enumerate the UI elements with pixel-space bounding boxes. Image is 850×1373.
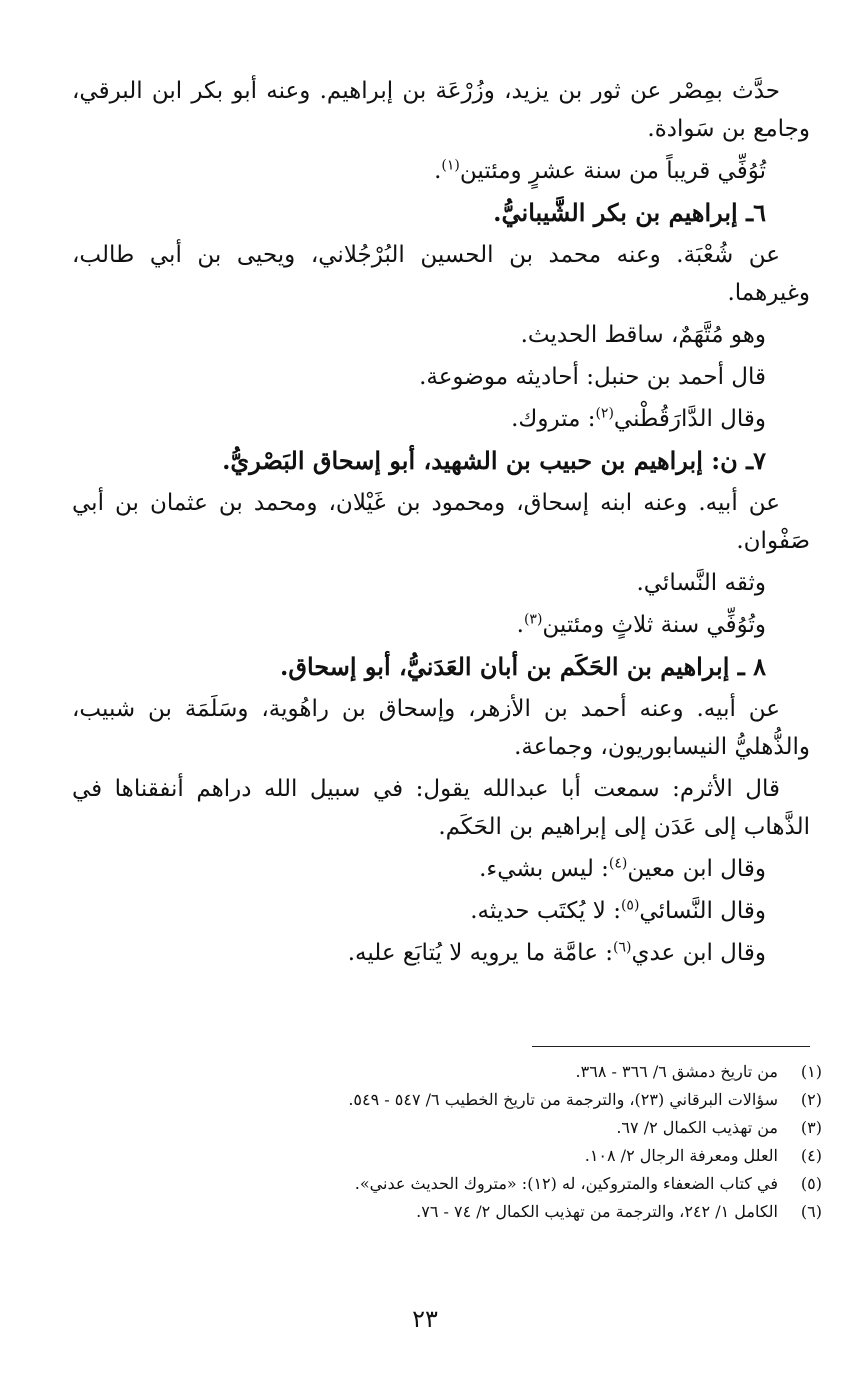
- footnote-reference[interactable]: (٤): [608, 855, 628, 872]
- paragraph-text: تُوُفِّي قريباً من سنة عشرٍ ومئتين: [459, 158, 766, 184]
- footnote-item: [60, 1086, 822, 1114]
- footnote-divider: [532, 1046, 810, 1047]
- footnote-reference[interactable]: (٥): [620, 897, 640, 914]
- footnote-item: [60, 1058, 822, 1086]
- footnote-item: [60, 1114, 822, 1142]
- footnote-item: [60, 1198, 822, 1226]
- paragraph-text: قال الأثرم: سمعت أبا عبدالله يقول: في سبيل الله دراهم أنفقناها في الذَّهاب إلى عَدَن إلى إبراهيم بن الحَكَم.: [72, 776, 810, 840]
- paragraph-narration: [72, 484, 810, 560]
- paragraph-text: وتُوُفِّي سنة ثلاثٍ ومئتين: [542, 612, 766, 638]
- footnote-number: (٤): [800, 1146, 822, 1165]
- paragraph-text: : لا يُكتَب حديثه.: [470, 898, 621, 924]
- main-text: [72, 72, 810, 976]
- paragraph-death-date: تُوُفِّي قريباً من سنة عشرٍ ومئتين$^{(١)}$.: [434, 157, 766, 184]
- page-number: ٢٣: [412, 1305, 438, 1333]
- paragraph-text: وقال ابن معين: [627, 856, 766, 882]
- paragraph-statement: [72, 400, 810, 438]
- footnote-reference[interactable]: (٢): [595, 405, 614, 422]
- paragraph-death-date: وتُوُفِّي سنة ثلاثٍ ومئتين$^{(٣)}$.: [516, 611, 766, 638]
- paragraph-text: وقال ابن عدي: [631, 940, 766, 966]
- footnote-number: (٥): [800, 1174, 822, 1193]
- entry-heading-6: ٦ـ إبراهيم بن بكر الشَّيبانيُّ.: [493, 198, 766, 227]
- footnote-text: سؤالات البرقاني (٢٣)، والترجمة من تاريخ الخطيب ٦/ ٥٤٧ - ٥٤٩.: [348, 1090, 778, 1109]
- footnote-reference[interactable]: (٦): [612, 939, 632, 956]
- entry-heading-7: ٧ـ ن: إبراهيم بن حبيب بن الشهيد، أبو إسحاق البَصْريُّ.: [222, 446, 766, 475]
- paragraph-statement: [72, 934, 810, 972]
- footnote-number: (٦): [800, 1202, 822, 1221]
- paragraph-statement: [72, 892, 810, 930]
- paragraph-statement: قال أحمد بن حنبل: أحاديثه موضوعة.: [419, 364, 766, 390]
- paragraph-text: وقال الدَّارَقُطْني: [613, 406, 766, 432]
- footnote-number: (٢): [800, 1090, 822, 1109]
- paragraph-text: حدَّث بمِصْر عن ثور بن يزيد، وزُرْعَة بن إبراهيم. وعنه أبو بكر ابن البرقي، وجامع بن سَوادة.: [72, 78, 810, 142]
- footnote-reference[interactable]: (٣): [523, 611, 543, 628]
- footnote-reference[interactable]: (١): [441, 157, 460, 174]
- paragraph-text: وقال النَّسائي: [639, 898, 766, 924]
- paragraph-statement: [72, 850, 810, 888]
- paragraph-quote: [72, 770, 810, 846]
- paragraph-narration: [72, 690, 810, 766]
- paragraph-narration: [72, 236, 810, 312]
- paragraph-text: : ليس بشيء.: [479, 856, 609, 882]
- footnote-text: العلل ومعرفة الرجال ٢/ ١٠٨.: [584, 1146, 778, 1165]
- footnote-text: من تاريخ دمشق ٦/ ٣٦٦ - ٣٦٨.: [575, 1062, 778, 1081]
- paragraph-text: عن أبيه. وعنه أحمد بن الأزهر، وإسحاق بن راهُوية، وسَلَمَة بن شبيب، والذُّهليُّ النيسابوريون، وجماعة.: [72, 696, 810, 760]
- footnote-number: (٣): [800, 1118, 822, 1137]
- footnote-number: (١): [800, 1062, 822, 1081]
- footnote-text: في كتاب الضعفاء والمتروكين، له (١٢): «متروك الحديث عدني».: [354, 1174, 778, 1193]
- paragraph-statement: وثقه النَّسائي.: [636, 570, 766, 596]
- footnote-item: [60, 1142, 822, 1170]
- footnote-text: الكامل ١/ ٢٤٢، والترجمة من تهذيب الكمال ٢/ ٧٤ - ٧٦.: [416, 1202, 778, 1221]
- footnotes: [60, 1058, 822, 1226]
- footnote-item: [60, 1170, 822, 1198]
- entry-heading-8: ٨ ـ إبراهيم بن الحَكَم بن أبان العَدَنيُّ، أبو إسحاق.: [279, 652, 766, 681]
- paragraph-statement: وهو مُتَّهَمٌ، ساقط الحديث.: [520, 322, 766, 348]
- paragraph-text: عن شُعْبَة. وعنه محمد بن الحسين البُرْجُلاني، ويحيى بن أبي طالب، وغيرهما.: [72, 242, 810, 306]
- paragraph-text: : متروك.: [511, 406, 596, 432]
- footnote-text: من تهذيب الكمال ٢/ ٦٧.: [616, 1118, 778, 1137]
- paragraph-text: عن أبيه. وعنه ابنه إسحاق، ومحمود بن غَيْلان، ومحمد بن عثمان بن أبي صَفْوان.: [72, 490, 810, 554]
- paragraph-text: : عامَّة ما يرويه لا يُتابَع عليه.: [347, 940, 613, 966]
- paragraph-narration: [72, 72, 810, 148]
